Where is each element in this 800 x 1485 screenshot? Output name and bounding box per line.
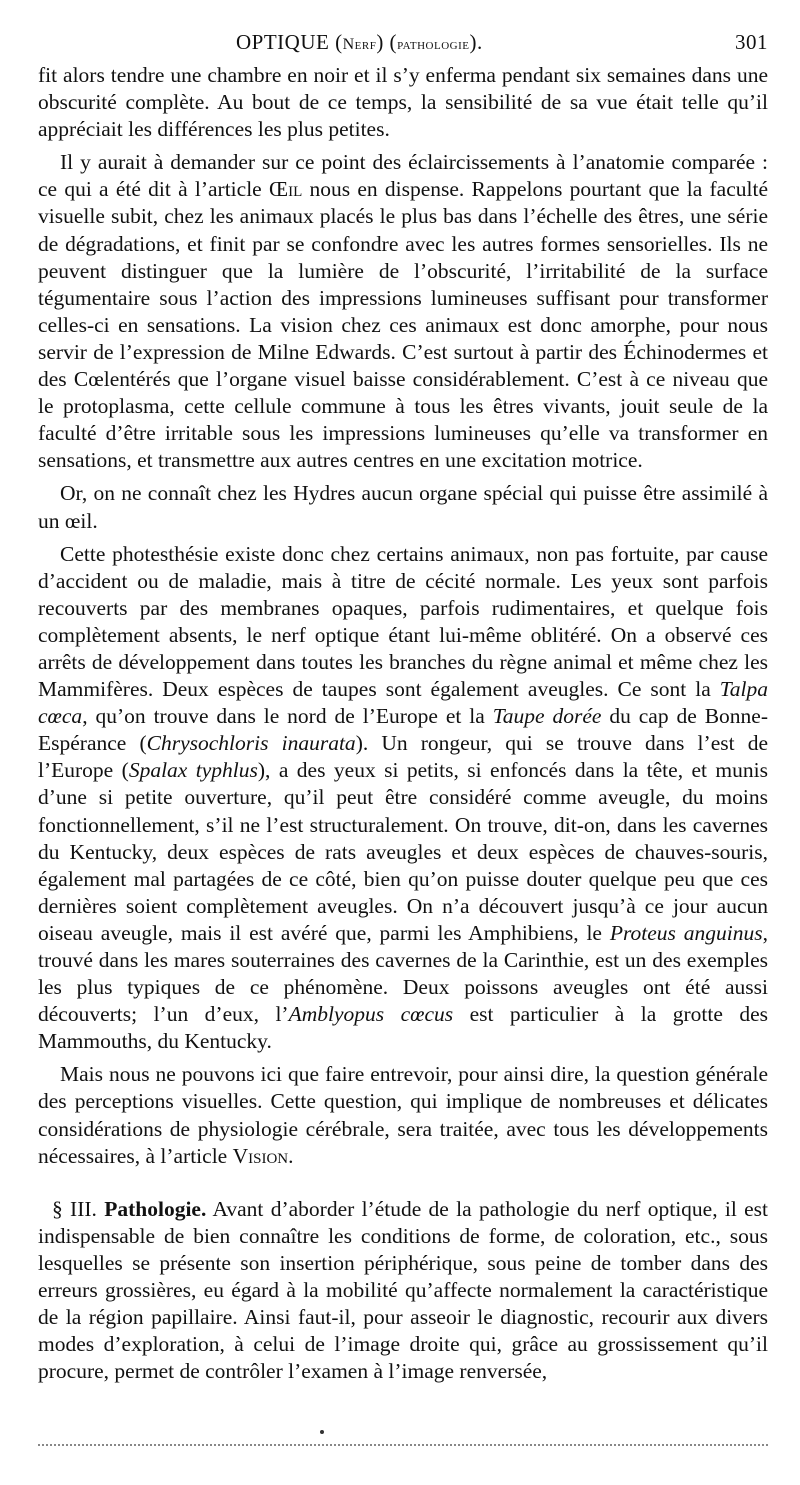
page-number: 301	[735, 30, 768, 54]
species-proteus: Proteus anguinus	[609, 920, 763, 945]
p4-text-c: du cap de Bonne-Espérance (	[38, 704, 769, 756]
p2-text-a: Il y aurait à demander sur ce point des éclaircissements à l’anatomie comparée : ce qui a été dit à l’article	[38, 150, 768, 202]
p2-text-b: nous en dispense. Rappelons pourtant que la faculté visuelle subit, chez les animaux placés le plus bas dans l’échelle des êtres, une série de dégradations, et finit par se confondre avec les autres formes sensorielles. Ils ne peuvent distinguer que la lumière de l’obscurité, l’irritabilité de la surface tégumentaire sous l’action des impressions lumineuses suffisant pour transformer celles-ci en sensations. La vision chez ces animaux est donc amorphe, pour nous servir de l’expression de Milne Edwards. C’est surtout à partir des Échinodermes et des Cœlentérés que l’organe visuel baisse considérablement. C’est à ce niveau que le protoplasma, cette cellule commune à tous les êtres vivants, jouit seule de la faculté d’être irritable sous les impressions lumineuses qu’elle va transformer en sensations, et transmettre aux autres centres en une excitation motrice.	[38, 177, 768, 473]
section-number: § III.	[52, 1196, 97, 1221]
paragraph-1: fit alors tendre une chambre en noir et il s’y enferma pendant six semaines dans une obscurité complète. Au bout de ce temps, la sensibilité de sa vue était telle qu’il appréciait les différences les plus petites.	[38, 63, 768, 142]
section-pathologie	[38, 1196, 768, 1386]
species-amblyopus: Amblyopus cœcus	[288, 1002, 454, 1027]
dotted-footer-rule	[38, 1444, 768, 1450]
p4-text-g: est particulier à la grotte des Mammouths, du Kentucky.	[38, 1002, 768, 1054]
species-talpa: Talpa cœca	[38, 677, 768, 729]
page-body	[38, 62, 768, 1391]
title-pathologie: pathologie	[397, 36, 470, 53]
p4-text-a: Cette photesthésie existe donc chez certains animaux, non pas fortuite, par cause d’accident ou de maladie, mais à titre de cécité normale. Les yeux sont parfois recouverts par des membranes opaques, parfois rudimentaires, et quelque fois complètement absents, le nerf optique étant lui-même oblitéré. On a observé ces arrêts de développement dans toutes les branches du règne animal et même chez les Mammifères. Deux espèces de taupes sont également aveugles. Ce sont la	[38, 541, 768, 702]
paragraph-5	[38, 1061, 768, 1169]
p5-text-a: Mais nous ne pouvons ici que faire entrevoir, pour ainsi dire, la question générale des perceptions visuelles. Cette question, qui implique de nombreuses et délicates considérations de physiologie cérébrale, sera traitée, avec tous les développements nécessaires, à l’article	[38, 1062, 768, 1168]
species-spalax: Spalax typhlus	[128, 758, 258, 783]
title-end: ).	[469, 30, 483, 54]
p4-text-e: ), a des yeux si petits, si enfoncés dans la tête, et munis d’une si petite ouverture, qu’il peut être considéré comme aveugle, du moins fonctionnellement, s’il ne l’est structuralement. On trouve, dit-on, dans les cavernes du Kentucky, deux espèces de rats aveugles et deux espèces de chauves-souris, également mal partagées de ce côté, bien qu’on puisse douter quelque peu que ces dernières soient complètement aveugles. On n’a découvert jusqu’à ce jour aucun oiseau aveugle, mais il est avéré que, parmi les Amphibiens, le	[38, 758, 769, 945]
species-chrysochloris: Chrysochloris inaurata	[146, 731, 356, 756]
paragraph-2	[38, 149, 768, 474]
p4-text-f: , trouvé dans les mares souterraines des cavernes de la Carinthie, est un des exemples les plus typiques de ce phénomène. Deux poissons aveugles ont été aussi découverts; l’un d’eux, l’	[38, 920, 768, 1027]
title-mid: ) (	[376, 30, 398, 54]
running-title	[236, 30, 483, 55]
species-taupe-doree: Taupe dorée	[492, 704, 602, 729]
paragraph-3: Or, on ne connaît chez les Hydres aucun organe spécial qui puisse être assimilé à un œil.	[38, 481, 768, 533]
p4-text-b: , qu’on trouve dans le nord de l’Europe et la	[82, 704, 493, 729]
section-heading: Pathologie.	[104, 1196, 207, 1221]
title-nerf: Nerf	[342, 36, 377, 53]
article-oeil-ref: Œil	[268, 177, 303, 202]
article-vision-ref: Vision	[232, 1143, 289, 1168]
running-header	[36, 30, 768, 60]
p5-text-b: .	[288, 1143, 294, 1168]
print-mark	[320, 1430, 324, 1434]
title-main: OPTIQUE (	[236, 30, 343, 54]
section-text: Avant d’aborder l’étude de la pathologie du nerf optique, il est indispensable de bien connaître les conditions de forme, de coloration, etc., sous lesquelles se présente son insertion périphérique, sous peine de tomber dans des erreurs grossières, eu égard à la mobilité qu’affecte normalement la caractéristique de la région papillaire. Ainsi faut-il, pour asseoir le diagnostic, recourir aux divers modes d’exploration, à celui de l’image droite qui, grâce au grossissement qu’il procure, permet de contrôler l’examen à l’image renversée,	[38, 1196, 769, 1384]
paragraph-4	[38, 541, 768, 1056]
p4-text-d: ). Un rongeur, qui se trouve dans l’est de l’Europe (	[38, 731, 769, 783]
